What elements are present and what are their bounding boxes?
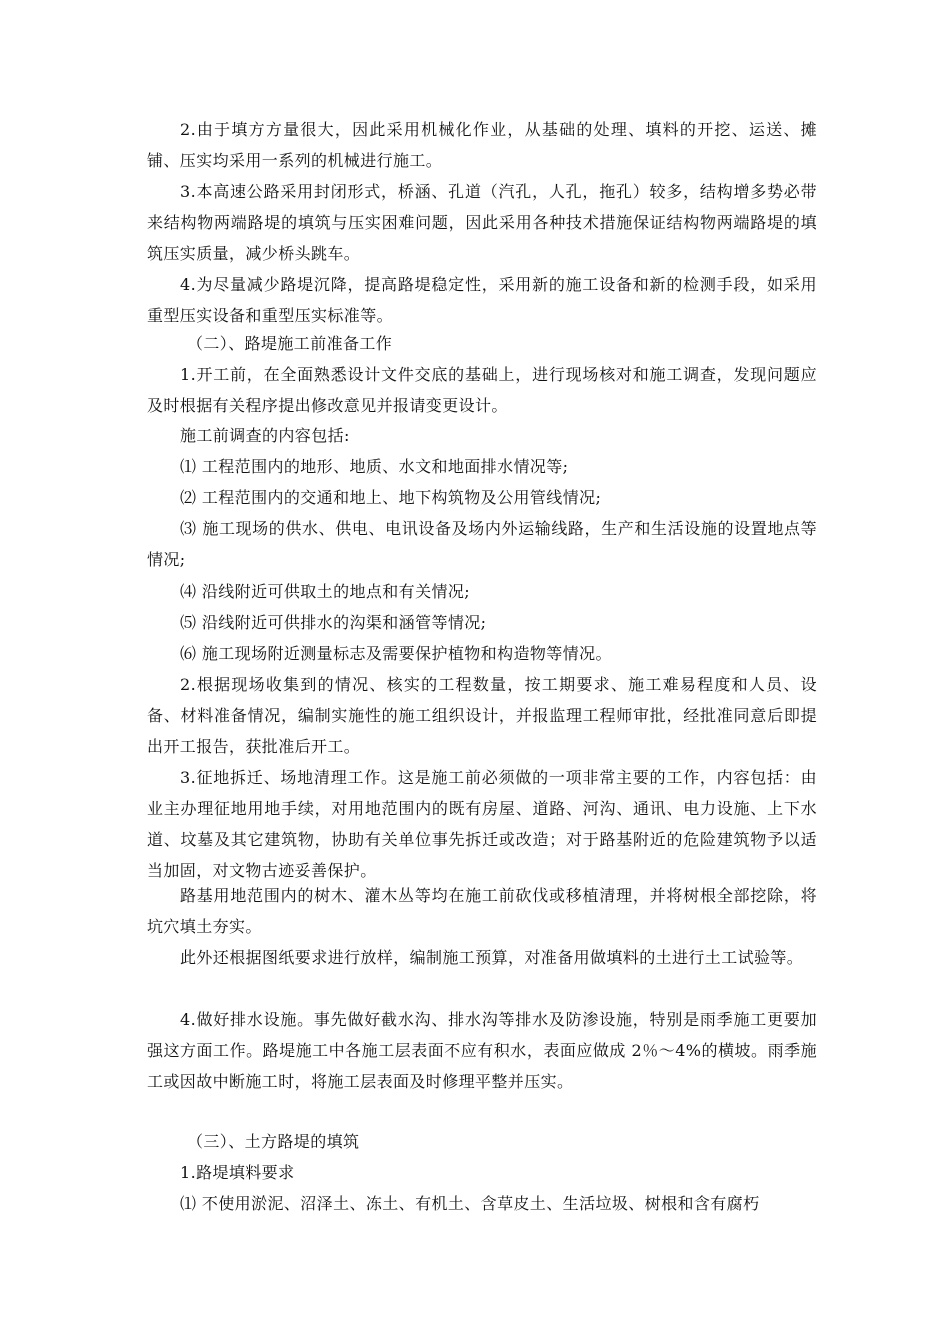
paragraph-land-clearing: 3.征地拆迁、场地清理工作。这是施工前必须做的一项非常主要的工作，内容包括：由业主办理征地用地手续，对用地范围内的既有房屋、道路、河沟、通讯、电力设施、上下水道、坟墓及其它建筑物，协助有关单位事先拆迁或改造；对于路基附近的危险建筑物予以适当加固，对文物古迹妥善保护。	[147, 768, 817, 880]
list-item-survey-markers: ⑹ 施工现场附近测量标志及需要保护植物和构造物等情况。	[180, 644, 612, 663]
paragraph-staking-budget: 此外还根据图纸要求进行放样，编制施工预算，对准备用做填料的土进行土工试验等。	[180, 948, 804, 967]
list-item-drainage: ⑸ 沿线附近可供排水的沟渠和涵管等情况;	[180, 613, 487, 632]
paragraph-closed-highway-structures: 3.本高速公路采用封闭形式，桥涵、孔道（汽孔，人孔，拖孔）较多，结构增多势必带来结构物两端路堤的填筑与压实困难问题，因此采用各种技术措施保证结构物两端路堤的填筑压实质量，减少桥头跳车。	[147, 182, 817, 263]
paragraph-survey-contents: 施工前调查的内容包括:	[180, 426, 350, 445]
section-heading-earth-embankment: （三）、土方路堤的填筑	[187, 1132, 360, 1151]
paragraph-before-construction: 1.开工前，在全面熟悉设计文件交底的基础上，进行现场核对和施工调查，发现问题应及时根据有关程序提出修改意见并报请变更设计。	[147, 365, 817, 415]
paragraph-fill-mechanization: 2.由于填方方量很大，因此采用机械化作业，从基础的处理、填料的开挖、运送、摊铺、压实均采用一系列的机械进行施工。	[147, 120, 817, 170]
list-item-utilities: ⑶ 施工现场的供水、供电、电讯设备及场内外运输线路，生产和生活设施的设置地点等情况;	[147, 519, 817, 569]
list-item-borrow-soil: ⑷ 沿线附近可供取土的地点和有关情况;	[180, 582, 471, 601]
paragraph-construction-organization: 2.根据现场收集到的情况、核实的工程数量，按工期要求、施工难易程度和人员、设备、材料准备情况，编制实施性的施工组织设计，并报监理工程师审批，经批准同意后即提出开工报告，获批准后开工。	[147, 675, 817, 756]
paragraph-reduce-settlement: 4.为尽量减少路堤沉降，提高路堤稳定性，采用新的施工设备和新的检测手段，如采用重型压实设备和重型压实标准等。	[147, 275, 817, 325]
section-heading-preparation: （二）、路堤施工前准备工作	[187, 334, 393, 353]
list-item-unsuitable-materials: ⑴ 不使用淤泥、沼泽土、冻土、有机土、含草皮土、生活垃圾、树根和含有腐朽	[180, 1194, 760, 1213]
subheading-fill-requirements: 1.路堤填料要求	[180, 1163, 295, 1182]
list-item-terrain: ⑴ 工程范围内的地形、地质、水文和地面排水情况等;	[180, 457, 569, 476]
paragraph-drainage-facilities: 4.做好排水设施。事先做好截水沟、排水沟等排水及防渗设施，特别是雨季施工更要加强这方面工作。路堤施工中各施工层表面不应有积水，表面应做成 2％～4%的横坡。雨季施工或因故中断施工时，将施工层表面及时修理平整并压实。	[147, 1010, 817, 1091]
list-item-traffic: ⑵ 工程范围内的交通和地上、地下构筑物及公用管线情况;	[180, 488, 602, 507]
paragraph-trees-removal: 路基用地范围内的树木、灌木丛等均在施工前砍伐或移植清理，并将树根全部挖除，将坑穴填土夯实。	[147, 886, 817, 936]
